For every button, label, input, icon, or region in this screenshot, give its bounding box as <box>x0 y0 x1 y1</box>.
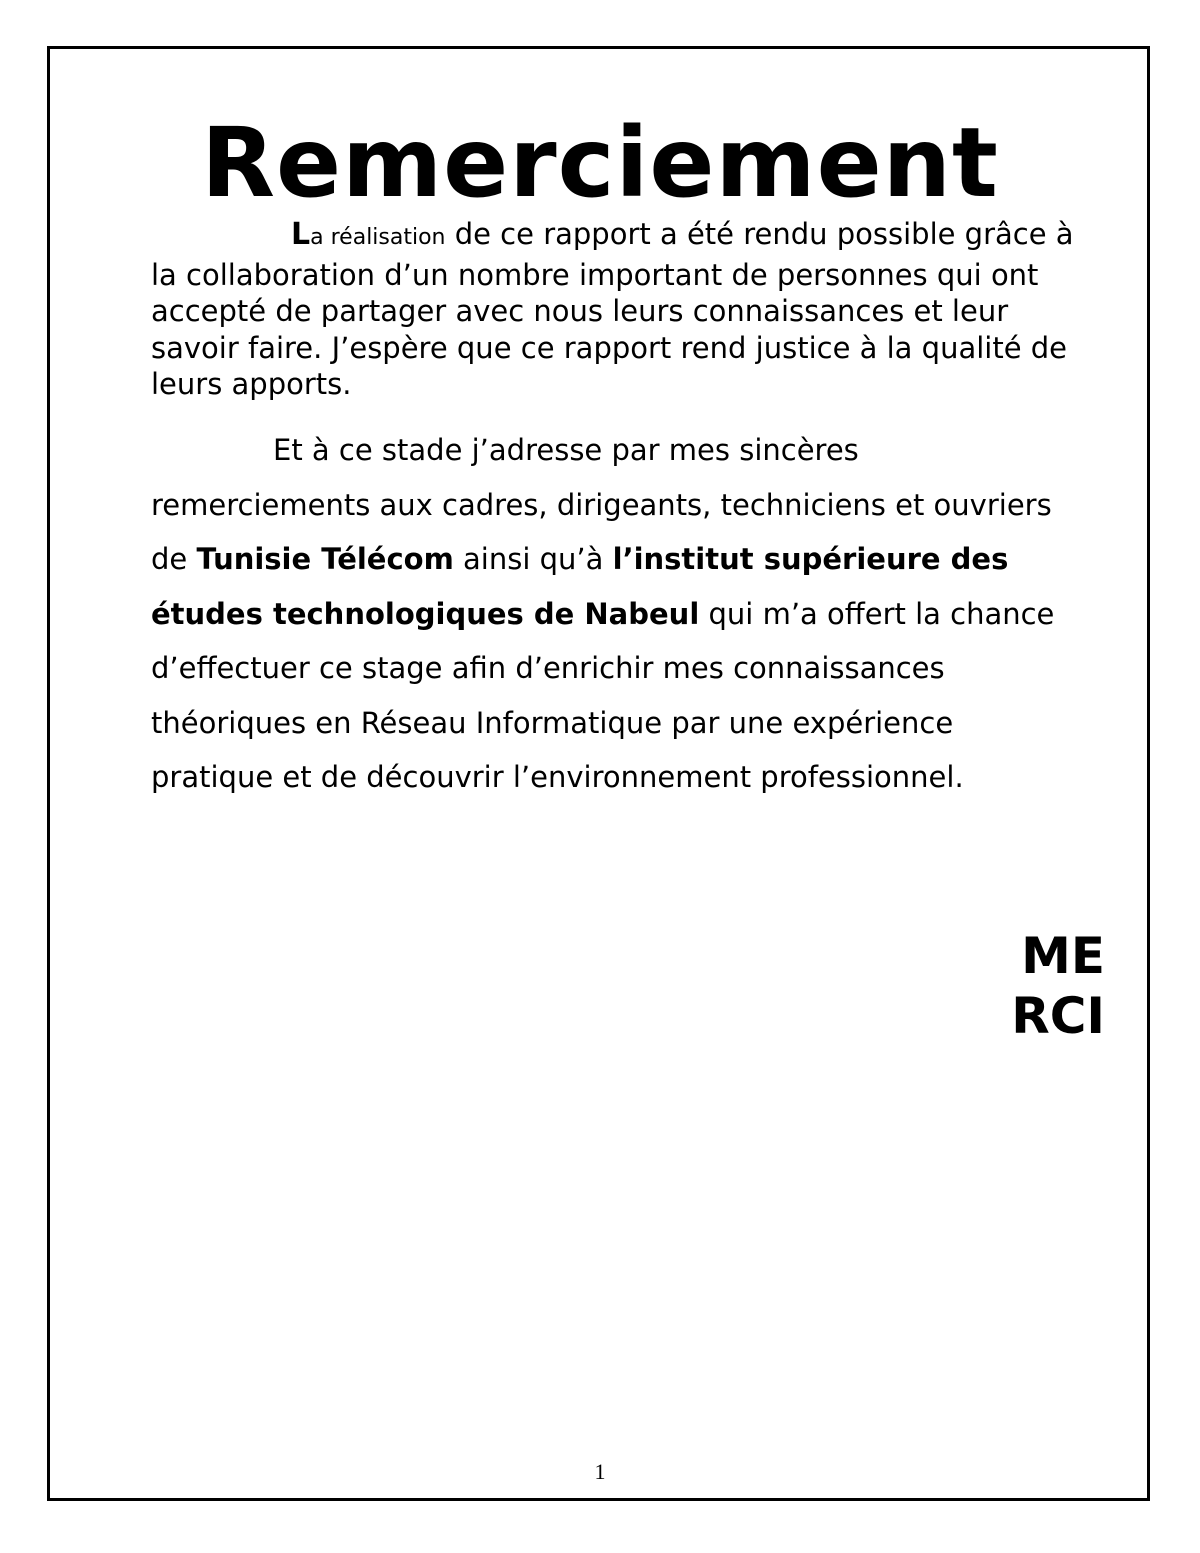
page-number: 1 <box>594 1459 606 1484</box>
intro-paragraph <box>151 216 1081 403</box>
intro-text: de ce rapport a été rendu possible grâce à la collaboration d’un nombre important de personnes qui ont accepté de partager avec nous leurs connaissances et leur savoir faire. J’espère que ce rapport rend justice à la qualité de leurs apports. <box>151 217 1074 401</box>
thanks-paragraph <box>151 423 1081 805</box>
closing-merci <box>985 926 1105 1046</box>
drop-cap: L <box>291 217 311 252</box>
page-title: Remerciement <box>201 107 999 219</box>
lead-word: réalisation <box>330 225 446 250</box>
closing-line-2: RCI <box>1011 987 1105 1045</box>
institute-name: l’institut supérieure des études technologiques de Nabeul <box>151 542 1009 631</box>
company-name: Tunisie Télécom <box>196 542 454 576</box>
thanks-text-1: Et à ce stade j’adresse par mes sincères remerciements aux cadres, dirigeants, techniciens et ouvriers de <box>151 433 1052 576</box>
thanks-text-3: qui m’a offert la chance d’effectuer ce stage afin d’enrichir mes connaissances théoriques en Réseau Informatique par une expérience pratique et de découvrir l’environnement professionnel. <box>151 596 1055 794</box>
thanks-text-2: ainsi qu’à <box>453 542 613 576</box>
closing-line-1: ME <box>1021 927 1105 985</box>
lead-article: a <box>310 225 331 250</box>
